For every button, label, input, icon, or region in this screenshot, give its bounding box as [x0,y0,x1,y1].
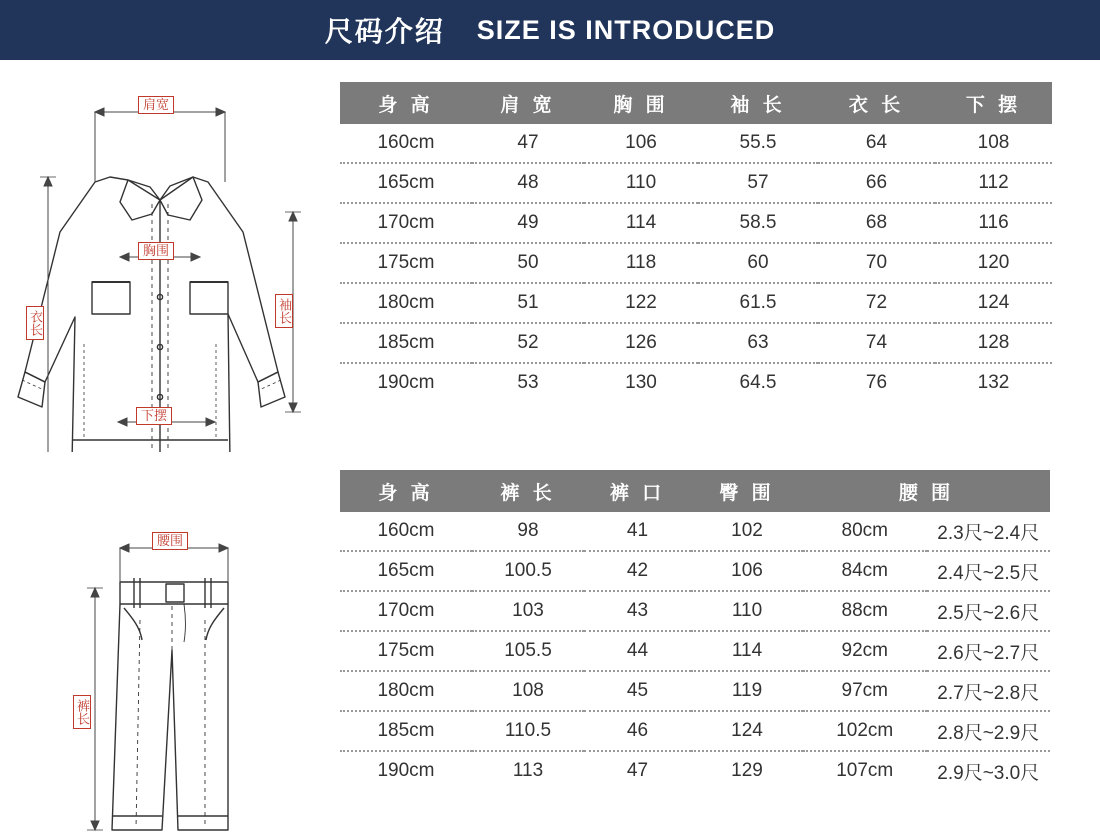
cell-waist-chi: 2.9尺~3.0尺 [927,751,1051,790]
cell-pants-length: 108 [472,671,584,711]
jacket-illustration [0,82,340,452]
table-row [340,551,1050,591]
cell-chest: 114 [584,203,698,243]
cell-hip: 114 [691,631,803,671]
cell-shoulder: 50 [472,243,584,283]
pants-table-body [340,512,1050,790]
pants-diagram [0,470,340,840]
cell-height: 165cm [340,551,472,591]
cell-chest: 110 [584,163,698,203]
cell-sleeve: 64.5 [698,363,818,402]
cell-chest: 122 [584,283,698,323]
pants-table-wrap [340,470,1055,840]
cell-leg-opening: 44 [584,631,691,671]
table-row [340,512,1050,551]
cell-leg-opening: 41 [584,512,691,551]
cell-hip: 119 [691,671,803,711]
col-pants-length: 裤 长 [472,470,584,512]
cell-hem: 116 [935,203,1052,243]
cell-sleeve: 61.5 [698,283,818,323]
cell-waist-chi: 2.3尺~2.4尺 [927,512,1051,551]
page-header [0,0,1100,60]
cell-pants-length: 100.5 [472,551,584,591]
label-pants-length: 裤长 [73,695,91,729]
cell-length: 70 [818,243,935,283]
cell-hem: 128 [935,323,1052,363]
cell-hip: 110 [691,591,803,631]
pants-illustration [0,470,340,840]
cell-chest: 106 [584,124,698,163]
label-garment-length: 衣长 [26,306,44,340]
cell-shoulder: 51 [472,283,584,323]
cell-shoulder: 47 [472,124,584,163]
cell-height: 160cm [340,512,472,551]
pants-section [0,470,1055,840]
col-hip: 臀 围 [691,470,803,512]
table-row [340,751,1050,790]
table-row [340,203,1052,243]
cell-leg-opening: 46 [584,711,691,751]
cell-leg-opening: 47 [584,751,691,790]
col-shoulder: 肩 宽 [472,82,584,124]
cell-leg-opening: 42 [584,551,691,591]
cell-pants-length: 105.5 [472,631,584,671]
cell-length: 68 [818,203,935,243]
cell-waist-cm: 84cm [803,551,927,591]
cell-leg-opening: 43 [584,591,691,631]
table-row [340,671,1050,711]
cell-waist-chi: 2.7尺~2.8尺 [927,671,1051,711]
cell-hem: 132 [935,363,1052,402]
cell-height: 170cm [340,203,472,243]
cell-hip: 102 [691,512,803,551]
cell-pants-length: 110.5 [472,711,584,751]
cell-shoulder: 49 [472,203,584,243]
table-row [340,243,1052,283]
cell-waist-cm: 92cm [803,631,927,671]
cell-waist-chi: 2.8尺~2.9尺 [927,711,1051,751]
table-row [340,711,1050,751]
table-row [340,283,1052,323]
col-length: 衣 长 [818,82,935,124]
cell-length: 76 [818,363,935,402]
cell-waist-chi: 2.4尺~2.5尺 [927,551,1051,591]
cell-chest: 130 [584,363,698,402]
cell-hem: 120 [935,243,1052,283]
cell-shoulder: 48 [472,163,584,203]
cell-height: 175cm [340,631,472,671]
cell-hem: 112 [935,163,1052,203]
page-content [0,60,1100,837]
cell-hip: 124 [691,711,803,751]
cell-shoulder: 53 [472,363,584,402]
cell-length: 66 [818,163,935,203]
page-title-en: SIZE IS INTRODUCED [476,14,776,45]
cell-sleeve: 57 [698,163,818,203]
cell-leg-opening: 45 [584,671,691,711]
label-hem: 下摆 [136,407,172,425]
jacket-section [0,82,1055,452]
cell-pants-length: 98 [472,512,584,551]
table-row [340,323,1052,363]
label-sleeve-length: 袖长 [275,294,293,328]
jacket-table-body [340,124,1052,402]
jacket-table-wrap [340,82,1055,452]
cell-pants-length: 113 [472,751,584,790]
cell-sleeve: 58.5 [698,203,818,243]
jacket-table-head [340,82,1052,124]
cell-length: 64 [818,124,935,163]
table-row [340,591,1050,631]
cell-height: 160cm [340,124,472,163]
cell-waist-chi: 2.5尺~2.6尺 [927,591,1051,631]
table-row [340,163,1052,203]
label-waist: 腰围 [152,532,188,550]
pants-size-table [340,470,1050,790]
pants-table-head [340,470,1050,512]
jacket-diagram [0,82,340,452]
col-chest: 胸 围 [584,82,698,124]
cell-sleeve: 60 [698,243,818,283]
col-height: 身 高 [340,82,472,124]
cell-hem: 108 [935,124,1052,163]
cell-pants-length: 103 [472,591,584,631]
cell-sleeve: 55.5 [698,124,818,163]
label-chest: 胸围 [138,242,174,260]
cell-height: 185cm [340,323,472,363]
table-header-row [340,470,1050,512]
cell-waist-cm: 107cm [803,751,927,790]
cell-waist-cm: 80cm [803,512,927,551]
cell-hem: 124 [935,283,1052,323]
label-shoulder-width: 肩宽 [138,96,174,114]
cell-chest: 118 [584,243,698,283]
cell-waist-cm: 102cm [803,711,927,751]
cell-length: 74 [818,323,935,363]
table-header-row [340,82,1052,124]
cell-height: 165cm [340,163,472,203]
page-title-cn: 尺码介绍 [324,16,445,47]
cell-height: 190cm [340,751,472,790]
cell-shoulder: 52 [472,323,584,363]
cell-height: 185cm [340,711,472,751]
cell-height: 175cm [340,243,472,283]
cell-height: 180cm [340,283,472,323]
table-row [340,363,1052,402]
col-hem: 下 摆 [935,82,1052,124]
cell-waist-chi: 2.6尺~2.7尺 [927,631,1051,671]
table-row [340,631,1050,671]
cell-waist-cm: 88cm [803,591,927,631]
col-leg-opening: 裤 口 [584,470,691,512]
cell-height: 170cm [340,591,472,631]
table-row [340,124,1052,163]
cell-chest: 126 [584,323,698,363]
col-height: 身 高 [340,470,472,512]
cell-length: 72 [818,283,935,323]
cell-height: 190cm [340,363,472,402]
cell-height: 180cm [340,671,472,711]
cell-hip: 106 [691,551,803,591]
cell-hip: 129 [691,751,803,790]
jacket-size-table [340,82,1052,402]
cell-sleeve: 63 [698,323,818,363]
col-sleeve: 袖 长 [698,82,818,124]
cell-waist-cm: 97cm [803,671,927,711]
col-waist: 腰 围 [803,470,1050,512]
